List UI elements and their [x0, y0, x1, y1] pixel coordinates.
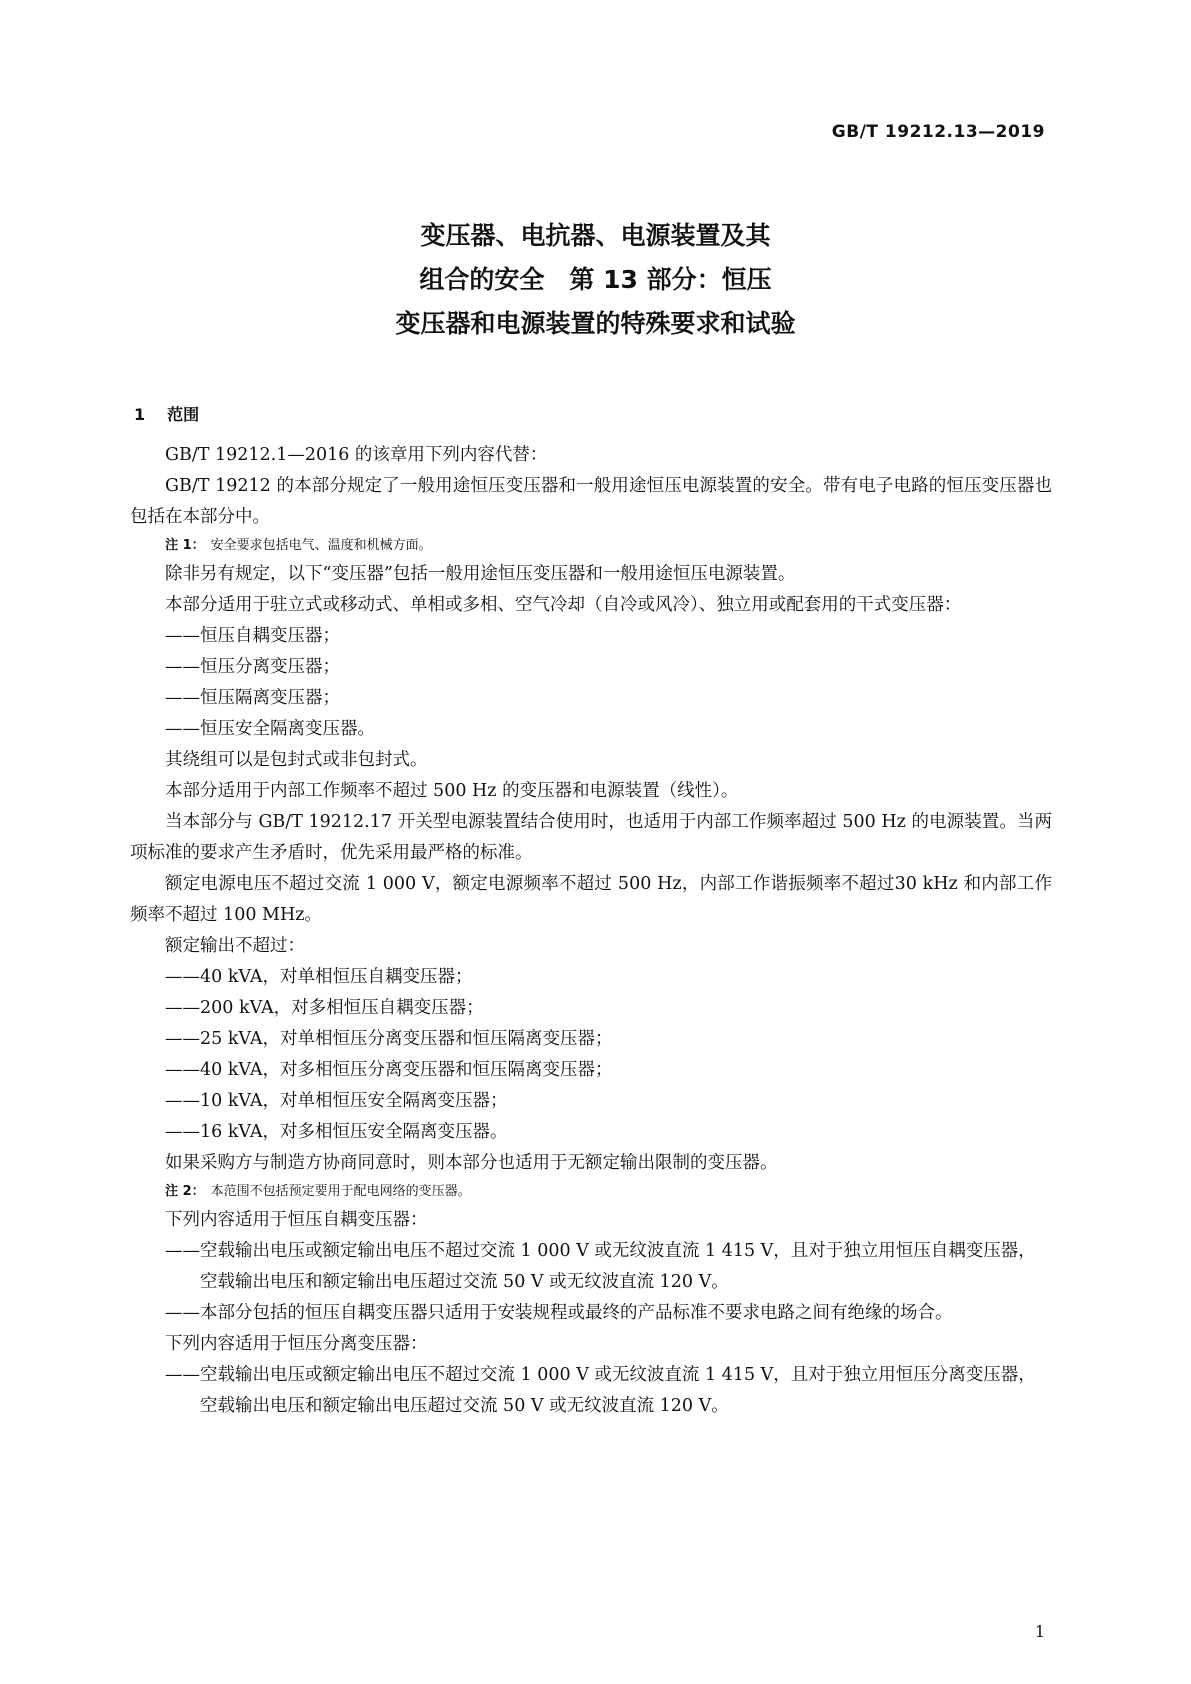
paragraph: 如果采购方与制造方协商同意时，则本部分也适用于无额定输出限制的变压器。 — [165, 1153, 778, 1173]
title-line-3: 变压器和电源装置的特殊要求和试验 — [395, 309, 796, 338]
list-item: ——恒压隔离变压器； — [165, 688, 340, 708]
section-heading — [134, 402, 199, 425]
paragraph: 额定电源电压不超过交流 1 000 V，额定电源频率不超过 500 Hz，内部工作谐振频率不超过30 kHz 和内部工作频率不超过 100 MHz。 — [130, 874, 1052, 925]
list-item: ——25 kVA，对单相恒压分离变压器和恒压隔离变压器； — [165, 1029, 613, 1049]
note-label: 注 2： — [165, 1184, 205, 1199]
paragraph: 本部分适用于内部工作频率不超过 500 Hz 的变压器和电源装置（线性）。 — [165, 781, 739, 801]
list-item: ——空载输出电压或额定输出电压不超过交流 1 000 V 或无纹波直流 1 415 V，且对于独立用恒压自耦变压器，空载输出电压和额定输出电压超过交流 50 V 或无纹波直流 120 V。 — [165, 1241, 1036, 1292]
document-title — [0, 214, 1191, 346]
paragraph: 当本部分与 GB/T 19212.17 开关型电源装置结合使用时，也适用于内部工作频率超过 500 Hz 的电源装置。当两项标准的要求产生矛盾时，优先采用最严格的标准。 — [130, 812, 1052, 863]
list-item: ——恒压分离变压器； — [165, 657, 340, 677]
note-label: 注 1： — [165, 538, 205, 553]
list-item: ——10 kVA，对单相恒压安全隔离变压器； — [165, 1091, 508, 1111]
note-text: 安全要求包括电气、温度和机械方面。 — [210, 538, 432, 553]
title-line-1: 变压器、电抗器、电源装置及其 — [420, 221, 771, 250]
list-item: ——40 kVA，对单相恒压自耦变压器； — [165, 967, 473, 987]
paragraph: 本部分适用于驻立式或移动式、单相或多相、空气冷却（自冷或风冷）、独立用或配套用的干式变压器： — [165, 595, 962, 615]
document-body — [130, 440, 1052, 1422]
list-item: ——本部分包括的恒压自耦变压器只适用于安装规程或最终的产品标准不要求电路之间有绝缘的场合。 — [165, 1303, 953, 1323]
paragraph: 除非另有规定，以下“变压器”包括一般用途恒压变压器和一般用途恒压电源装置。 — [165, 564, 796, 584]
paragraph: GB/T 19212.1—2016 的该章用下列内容代替： — [165, 445, 548, 465]
paragraph: GB/T 19212 的本部分规定了一般用途恒压变压器和一般用途恒压电源装置的安全。带有电子电路的恒压变压器也包括在本部分中。 — [130, 476, 1052, 527]
section-title: 范围 — [167, 405, 200, 424]
paragraph: 下列内容适用于恒压分离变压器： — [165, 1334, 428, 1354]
paragraph: 下列内容适用于恒压自耦变压器： — [165, 1210, 428, 1230]
list-item: ——恒压自耦变压器； — [165, 626, 340, 646]
paragraph: 额定输出不超过： — [165, 936, 305, 956]
note — [130, 533, 1052, 559]
page-number: 1 — [1034, 1622, 1045, 1641]
list-item: ——16 kVA，对多相恒压安全隔离变压器。 — [165, 1122, 508, 1142]
title-line-2: 组合的安全 第 13 部分：恒压 — [419, 265, 772, 294]
list-item: ——恒压安全隔离变压器。 — [165, 719, 375, 739]
section-number: 1 — [134, 405, 146, 424]
list-item: ——40 kVA，对多相恒压分离变压器和恒压隔离变压器； — [165, 1060, 613, 1080]
note-text: 本范围不包括预定要用于配电网络的变压器。 — [210, 1184, 471, 1199]
paragraph: 其绕组可以是包封式或非包封式。 — [165, 750, 428, 770]
list-item: ——空载输出电压或额定输出电压不超过交流 1 000 V 或无纹波直流 1 415 V，且对于独立用恒压分离变压器，空载输出电压和额定输出电压超过交流 50 V 或无纹波直流 120 V。 — [165, 1365, 1036, 1416]
note — [130, 1179, 1052, 1205]
standard-id: GB/T 19212.13—2019 — [831, 122, 1045, 142]
list-item: ——200 kVA，对多相恒压自耦变压器； — [165, 998, 484, 1018]
